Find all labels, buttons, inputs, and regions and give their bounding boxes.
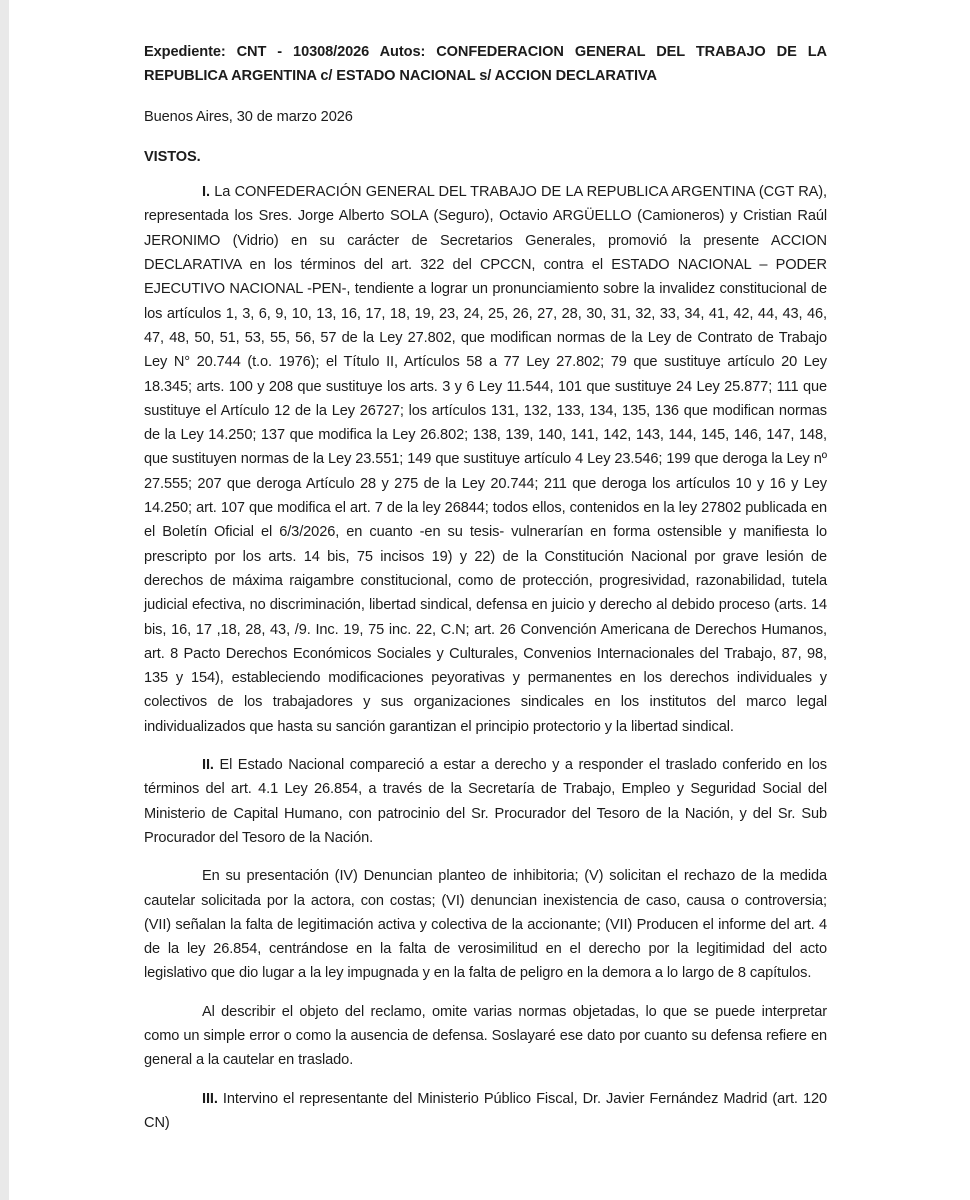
- paragraph-4: [144, 1000, 827, 1073]
- paragraph-text: La CONFEDERACIÓN GENERAL DEL TRABAJO DE LA REPUBLICA ARGENTINA (CGT RA), representada los Sres. Jorge Alberto SOLA (Seguro), Octavio ARGÜELLO (Camioneros) y Cristian Raúl JERONIMO (Vidrio) en su carácter de Secretarios Generales, promovió la presente ACCION DECLARATIVA en los términos del art. 322 del CPCCN, contra el ESTADO NACIONAL – PODER EJECUTIVO NACIONAL -PEN-, tendiente a lograr un pronunciamiento sobre la invalidez constitucional de los artículos 1, 3, 6, 9, 10, 13, 16, 17, 18, 19, 23, 24, 25, 26, 27, 28, 30, 31, 32, 33, 34, 41, 42, 44, 43, 46, 47, 48, 50, 51, 53, 55, 56, 57 de la Ley 27.802, que modifican normas de la Ley de Contrato de Trabajo Ley N° 20.744 (t.o. 1976); el Título II, Artículos 58 a 77 Ley 27.802; 79 que sustituye artículo 20 Ley 18.345; arts. 100 y 208 que sustituye los arts. 3 y 6 Ley 11.544, 101 que sustituye 24 Ley 25.877; 111 que sustituye el Artículo 12 de la Ley 26727; los artículos 131, 132, 133, 134, 135, 136 que modifican normas de la Ley 14.250; 137 que modifica la Ley 26.802; 138, 139, 140, 141, 142, 143, 144, 145, 146, 147, 148, que sustituyen normas de la Ley 23.551; 149 que sustituye artículo 4 Ley 23.546; 199 que deroga la Ley nº 27.555; 207 que deroga Artículo 28 y 275 de la Ley 20.744; 211 que deroga los artículos 10 y 16 y Ley 14.250; art. 107 que modifica el art. 7 de la ley 26844; todos ellos, contenidos en la ley 27802 publicada en el Boletín Oficial el 6/3/2026, en cuanto -en su tesis- vulnerarían en forma ostensible y manifiesta lo prescripto por los arts. 14 bis, 75 incisos 19) y 22) de la Constitución Nacional por grave lesión de derechos de máxima raigambre constitucional, como de protección, progresividad, razonabilidad, tutela judicial efectiva, no discriminación, libertad sindical, defensa en juicio y derecho al debido proceso (arts. 14 bis, 16, 17 ,18, 28, 43, /9. Inc. 19, 75 inc. 22, C.N; art. 26 Convención Americana de Derechos Humanos, art. 8 Pacto Derechos Económicos Sociales y Culturales, Convenios Internacionales del Trabajo, 87, 98, 135 y 154), estableciendo modificaciones peyorativas y permanentes en los derechos individuales y colectivos de los trabajadores y sus organizaciones sindicales en los institutos del marco legal individualizados que hasta su sanción garantizan el principio protectorio y la libertad sindical.: [144, 184, 827, 735]
- page-left-edge: [0, 0, 9, 1200]
- paragraph-3: [144, 864, 827, 985]
- paragraph-text: En su presentación (IV) Denuncian planteo de inhibitoria; (V) solicitan el rechazo de la medida cautelar solicitada por la actora, con costas; (VI) denuncian inexistencia de caso, causa o controversia; (VII) señalan la falta de legitimación activa y colectiva de la accionante; (VII) Producen el informe del art. 4 de la ley 26.854, centrándose en la falta de verosimilitud en el derecho por la legitimidad del acto legislativo que dio lugar a la ley impugnada y en la falta de peligro en la demora a lo largo de 8 capítulos.: [144, 868, 827, 982]
- paragraph-text: Al describir el objeto del reclamo, omite varias normas objetadas, lo que se puede interpretar como un simple error o como la ausencia de defensa. Soslayaré ese dato por cuanto su defensa refiere en general a la cautelar en traslado.: [144, 1003, 827, 1069]
- section-title: VISTOS.: [144, 148, 201, 165]
- paragraph-text: El Estado Nacional compareció a estar a derecho y a responder el traslado conferido en los términos del art. 4.1 Ley 26.854, a través de la Secretaría de Trabajo, Empleo y Seguridad Social del Ministerio de Capital Humano, con patrocinio del Sr. Procurador del Tesoro de la Nación, y del Sr. Sub Procurador del Tesoro de la Nación.: [144, 757, 827, 846]
- paragraph-number: II.: [202, 757, 214, 774]
- paragraph-number: III.: [202, 1090, 218, 1107]
- paragraph-1: [144, 180, 827, 739]
- document-date: Buenos Aires, 30 de marzo 2026: [144, 108, 353, 125]
- case-heading: Expediente: CNT - 10308/2026 Autos: CONFEDERACION GENERAL DEL TRABAJO DE LA REPUBLICA ARGENTINA c/ ESTADO NACIONAL s/ ACCION DECLARATIVA: [144, 44, 827, 85]
- paragraph-2: [144, 753, 827, 850]
- paragraph-number: I.: [202, 184, 210, 201]
- document-body: [144, 40, 827, 1135]
- paragraph-text: Intervino el representante del Ministerio Público Fiscal, Dr. Javier Fernández Madrid (art. 120 CN): [144, 1090, 827, 1131]
- paragraph-5: [144, 1087, 827, 1136]
